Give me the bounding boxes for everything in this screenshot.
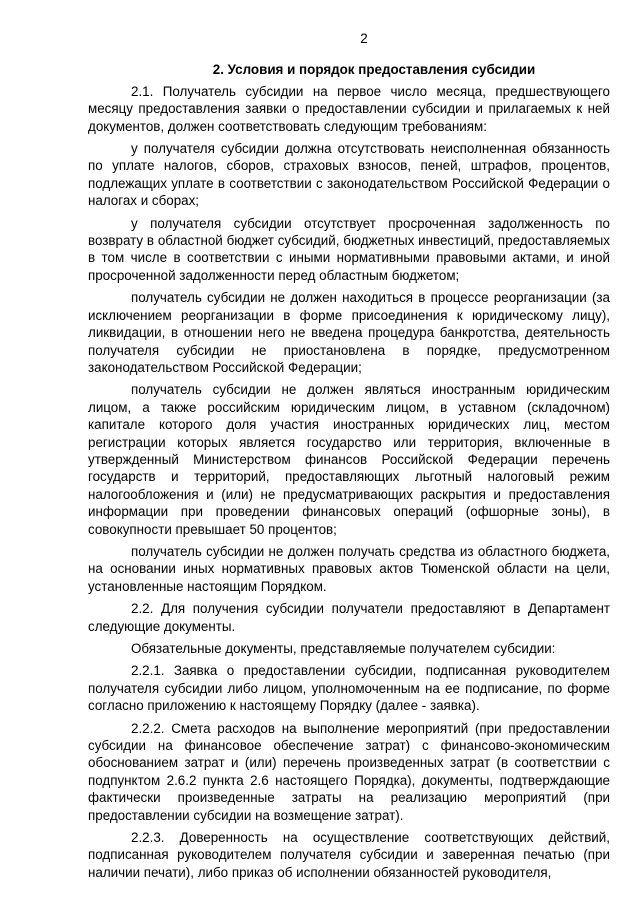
paragraph-foreign-entity-requirement: получатель субсидии не должен являться иностранным юридическим лицом, а также российским юридическим лицом, в уставном (складочном) капитале которого доля участия иностранных юридических лиц, местом регистрации которых является государство или территория, включенные в утвержденный Министерством финансов Российской Федерации перечень государств и территорий, предоставляющих льготный налоговый режим налогообложения и (или) не предусматривающих раскрытия и предоставления информации при проведении финансовых операций (офшорные зоны), в совокупности превышает 50 процентов;: [88, 382, 610, 537]
paragraph-other-funds-requirement: получатель субсидии не должен получать средства из областного бюджета, на основании иных нормативных правовых актов Тюменской области на цели, установленные настоящим Порядком.: [88, 543, 610, 594]
paragraph-2-1: 2.1. Получатель субсидии на первое число месяца, предшествующего месяцу предоставления заявки о предоставлении субсидии и прилагаемых к ней документов, должен соответствовать следующим требованиям:: [88, 83, 610, 134]
document-body: [88, 83, 610, 881]
section-title: 2. Условия и порядок предоставления субсидии: [212, 62, 536, 78]
paragraph-debt-requirement: у получателя субсидии отсутствует просроченная задолженность по возврату в областной бюджет субсидий, бюджетных инвестиций, предоставляемых в том числе в соответствии с иными нормативными правовыми актами, и иной просроченной задолженности перед областным бюджетом;: [88, 215, 610, 283]
paragraph-reorganization-requirement: получатель субсидии не должен находиться в процессе реорганизации (за исключением реорганизации в форме присоединения к юридическому лицу), ликвидации, в отношении него не введена процедура банкротства, деятельность получателя субсидии не приостановлена в порядке, предусмотренном законодательством Российской Федерации;: [88, 290, 610, 375]
paragraph-2-2-1: 2.2.1. Заявка о предоставлении субсидии, подписанная руководителем получателя субсидии либо лицом, уполномоченным на ее подписание, по форме согласно приложению к настоящему Порядку (далее - заявка).: [88, 663, 610, 714]
paragraph-tax-requirement: у получателя субсидии должна отсутствовать неисполненная обязанность по уплате налогов, сборов, страховых взносов, пеней, штрафов, процентов, подлежащих уплате в соответствии с законодательством Российской Федерации о налогах и сборах;: [88, 141, 610, 209]
paragraph-2-2: 2.2. Для получения субсидии получатели предоставляют в Департамент следующие документы.: [88, 601, 610, 634]
paragraph-mandatory-documents: Обязательные документы, представляемые получателем субсидии:: [131, 641, 556, 656]
paragraph-2-2-2: 2.2.2. Смета расходов на выполнение мероприятий (при предоставлении субсидии на финансовое обеспечение затрат) с финансово-экономическим обоснованием затрат и (или) перечень произведенных затрат (в соответствии с подпунктом 2.6.2 пункта 2.6 настоящего Порядка), документы, подтверждающие фактически произведенные затраты на реализацию мероприятий (при предоставлении субсидии на возмещение затрат).: [88, 720, 610, 823]
paragraph-2-2-3: 2.2.3. Доверенность на осуществление соответствующих действий, подписанная руководителем получателя субсидии и заверенная печатью (при наличии печати), либо приказ об исполнении обязанностей руководителя,: [88, 830, 610, 880]
page-number: 2: [360, 31, 368, 46]
